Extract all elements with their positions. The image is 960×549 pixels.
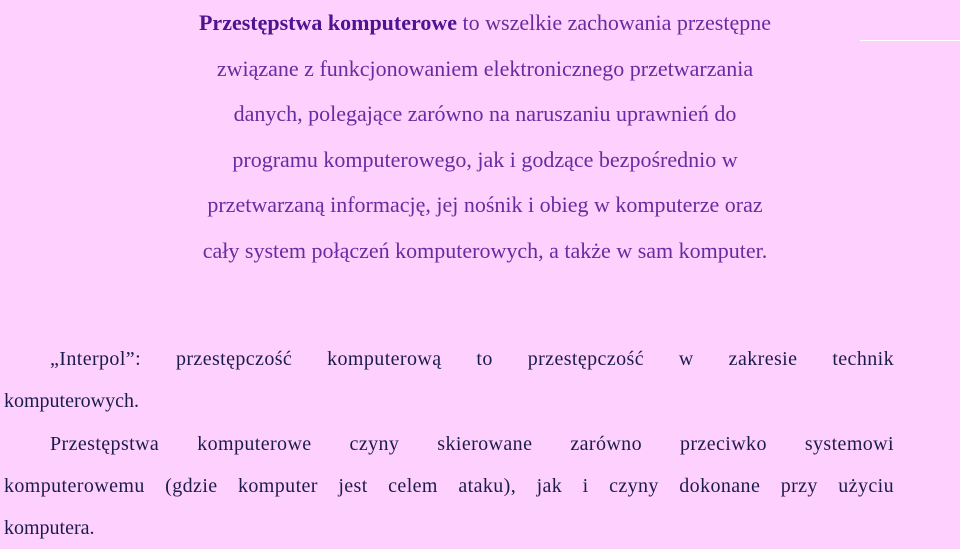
- second-definition-paragraph: [4, 423, 894, 549]
- interpol-paragraph: [4, 338, 894, 422]
- definition-line-2: związane z funkcjonowaniem elektronicznego przetwarzania: [216, 55, 754, 81]
- second-definition-line-2: komputerowemu (gdzie komputer jest celem ataku), jak i czyny dokonane przy użyciu: [4, 475, 894, 497]
- definition-line-4: programu komputerowego, jak i godzące bezpośrednio w: [232, 146, 738, 172]
- second-definition-line-1: Przestępstwa komputerowe czyny skierowane zarówno przeciwko systemowi: [50, 433, 894, 455]
- top-divider: [860, 40, 960, 41]
- interpol-line-1: „Interpol”: przestępczość komputerową to przestępczość w zakresie technik: [50, 348, 894, 370]
- second-definition-line-3: komputera.: [4, 517, 95, 539]
- definition-line-5: przetwarzaną informację, jej nośnik i obieg w komputerze oraz: [207, 192, 763, 217]
- interpol-line-2: komputerowych.: [4, 390, 139, 412]
- definition-term: Przestępstwa komputerowe: [198, 10, 458, 35]
- definition-line-1-text: to wszelkie zachowania przestępne: [457, 10, 771, 35]
- definition-line-3: danych, polegające zarówno na naruszaniu uprawnień do: [233, 101, 737, 126]
- definition-line-6: cały system połączeń komputerowych, a także w sam komputer.: [202, 237, 768, 263]
- definition-line-1: [110, 0, 860, 46]
- definition-paragraph: [110, 0, 860, 273]
